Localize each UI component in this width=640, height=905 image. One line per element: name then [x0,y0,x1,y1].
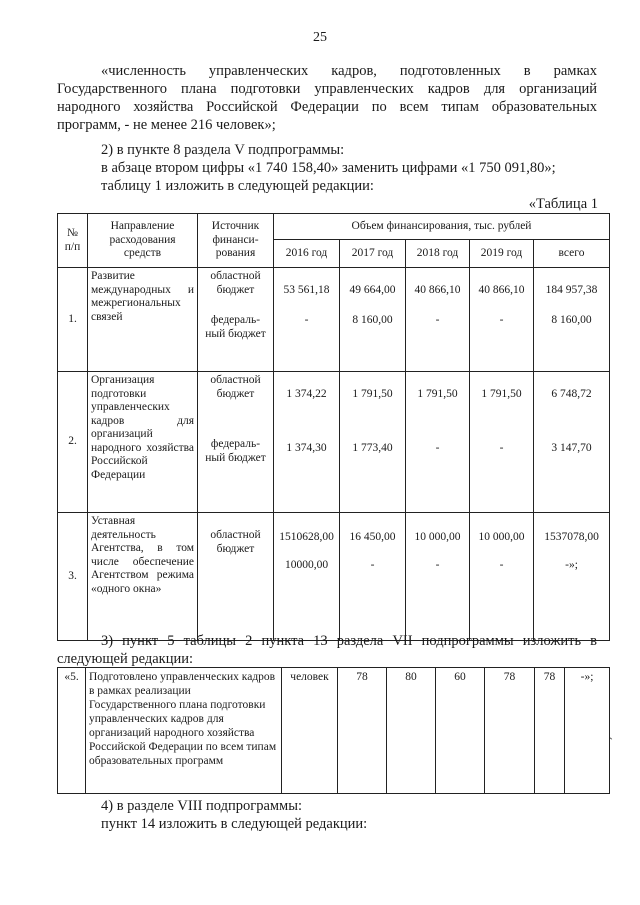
value-cell-total: 1537078,00 -»; [534,513,610,641]
margin-mark: ` [609,735,613,749]
source-regional: областной бюджет [210,374,261,400]
indicator-text: Подготовлено управленческих кадров в рамках реализации Государственного плана подготовки управленческих кадров для организаций народного хозяйства Российской Федерации по всем типам образовательных программ [86,668,282,794]
header-year: 2018 год [406,240,470,268]
source-regional: областной бюджет [210,529,261,555]
item-2-replace-figures: в абзаце втором цифры «1 740 158,40» заменить цифрами «1 750 091,80»; [101,160,556,176]
header-direction: Направление расходования средств [88,214,198,268]
quoted-paragraph: «численность управленческих кадров, подготовленных в рамках Государственного плана подготовки управленческих кадров для организаций народного хозяйства Российской Федерации по всем типам образовательных программ, - не менее 216 человек»; [57,63,597,133]
value-cell: 10 000,00 - [406,513,470,641]
header-year: 2016 год [274,240,340,268]
row-num: 3. [58,513,88,641]
value-cell: 1 374,22 1 374,30 [274,372,340,513]
indicator-value: 78 [338,668,387,794]
header-year: 2019 год [470,240,534,268]
header-num: № п/п [58,214,88,268]
indicator-value: 80 [387,668,436,794]
row-direction: Уставная деятельность Агентства, в том числе обеспечение Агентством режима «одного окна» [88,513,198,641]
item-4-heading: 4) в разделе VIII подпрограммы: [101,798,303,814]
source-federal: федераль-ный бюджет [205,438,266,464]
table-row [58,372,610,513]
value-cell-total: 6 748,72 3 147,70 [534,372,610,513]
source-regional: областной бюджет [210,270,261,296]
value-cell: 49 664,00 8 160,00 [340,268,406,372]
value-cell: 1 791,50 - [470,372,534,513]
row-sources [198,513,274,641]
page-number: 25 [313,30,327,45]
item-2-table-instruction: таблицу 1 изложить в следующей редакции: [101,178,374,194]
value-cell: 53 561,18 - [274,268,340,372]
table-row [58,513,610,641]
value-cell: 40 866,10 - [406,268,470,372]
source-federal: федераль-ный бюджет [205,314,266,340]
funding-table [57,213,610,641]
indicator-table [57,667,610,794]
item-3-paragraph: 3) пункт 5 таблицы 2 пункта 13 раздела VII подпрограммы изложить в следующей редакции: [57,633,597,667]
row-num: 1. [58,268,88,372]
table-row [58,268,610,372]
indicator-num: «5. [58,668,86,794]
value-cell: 40 866,10 - [470,268,534,372]
row-num: 2. [58,372,88,513]
table-row [58,668,610,794]
item-2-heading: 2) в пункте 8 раздела V подпрограммы: [101,142,345,158]
header-funding: Объем финансирования, тыс. рублей [274,214,610,240]
indicator-value: 78 [485,668,535,794]
indicator-unit: человек [282,668,338,794]
value-cell: 1 791,50 1 773,40 [340,372,406,513]
value-cell: 10 000,00 - [470,513,534,641]
value-cell-total: 184 957,38 8 160,00 [534,268,610,372]
row-direction: Организация подготовки управленческих кадров для организаций народного хозяйства Российской Федерации [88,372,198,513]
header-source: Источник финанси-рования [198,214,274,268]
indicator-value: 60 [436,668,485,794]
header-year: 2017 год [340,240,406,268]
value-cell: 16 450,00 - [340,513,406,641]
value-cell: 1 791,50 - [406,372,470,513]
row-direction: Развитие международных и межрегиональных связей [88,268,198,372]
row-sources [198,372,274,513]
item-4-instruction: пункт 14 изложить в следующей редакции: [101,816,368,832]
indicator-value: 78 [535,668,565,794]
indicator-end: -»; [565,668,610,794]
table-1-caption: «Таблица 1 [528,196,598,212]
value-cell: 1510628,00 10000,00 [274,513,340,641]
row-sources [198,268,274,372]
header-total: всего [534,240,610,268]
